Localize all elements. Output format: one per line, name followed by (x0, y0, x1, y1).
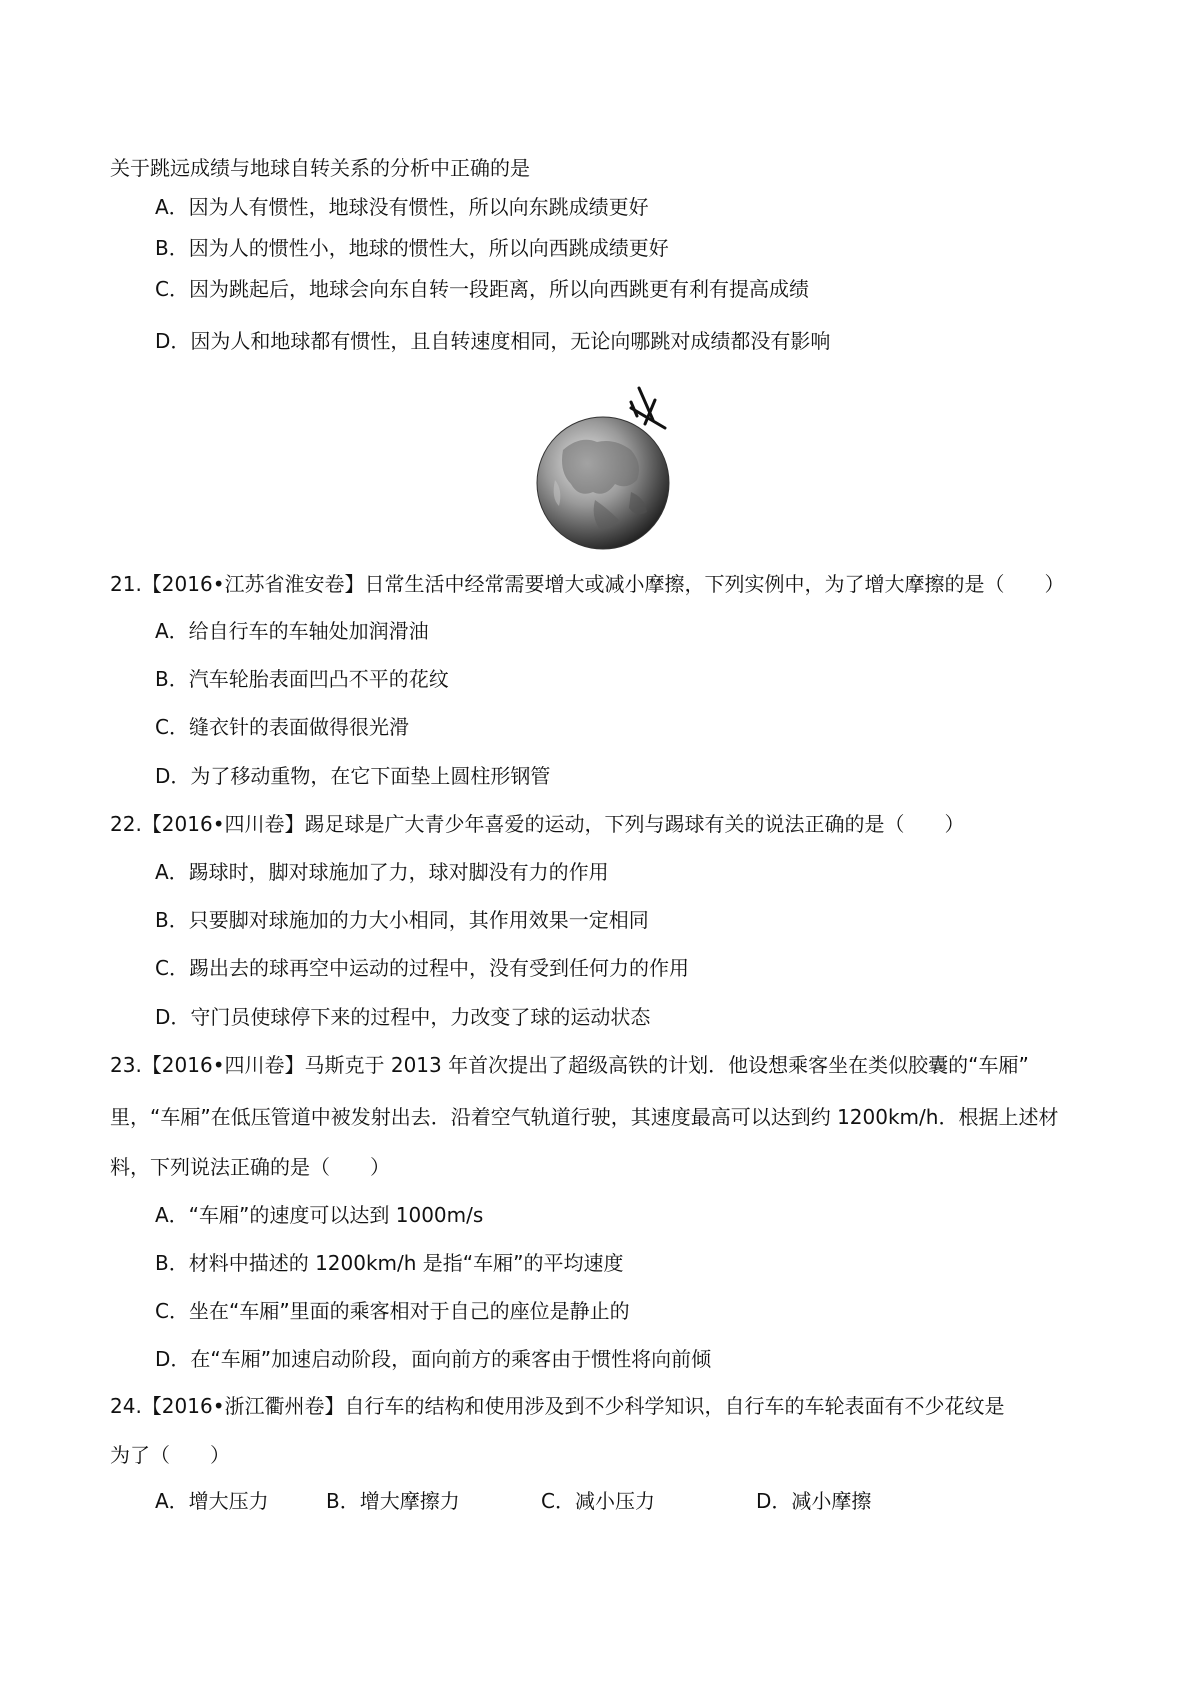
option-c: C．因为跳起后，地球会向东自转一段距离，所以向西跳更有利有提高成绩 (155, 277, 809, 301)
option-d: D．为了移动重物，在它下面垫上圆柱形钢管 (155, 764, 551, 788)
question-stem-line: 料，下列说法正确的是（ ） (110, 1155, 390, 1179)
option-d: D．守门员使球停下来的过程中，力改变了球的运动状态 (155, 1005, 651, 1029)
airplane-icon (631, 388, 665, 428)
option-a: A．“车厢”的速度可以达到 1000m/s (155, 1203, 484, 1227)
question-stem-line: 24.【2016•浙江衢州卷】自行车的结构和使用涉及到不少科学知识，自行车的车轮表面有不少花纹是 (110, 1394, 1005, 1418)
option-b: B．因为人的惯性小，地球的惯性大，所以向西跳成绩更好 (155, 236, 669, 260)
question-stem-line: 里，“车厢”在低压管道中被发射出去．沿着空气轨道行驶，其速度最高可以达到约 1200km/h．根据上述材 (110, 1105, 1059, 1129)
option-c: C．踢出去的球再空中运动的过程中，没有受到任何力的作用 (155, 956, 689, 980)
earth-globe-figure (535, 380, 685, 552)
question-stem: 22.【2016•四川卷】踢足球是广大青少年喜爱的运动，下列与踢球有关的说法正确的是（ ） (110, 812, 965, 836)
option-c: C．坐在“车厢”里面的乘客相对于自己的座位是静止的 (155, 1299, 630, 1323)
question-stem-line: 为了（ ） (110, 1443, 230, 1467)
option-a: A．因为人有惯性，地球没有惯性，所以向东跳成绩更好 (155, 195, 649, 219)
question-stem-line: 23.【2016•四川卷】马斯克于 2013 年首次提出了超级高铁的计划．他设想乘客坐在类似胶囊的“车厢” (110, 1053, 1029, 1077)
earth-globe-icon (535, 380, 685, 552)
option-b: B．汽车轮胎表面凹凸不平的花纹 (155, 667, 449, 691)
option-c: C．缝衣针的表面做得很光滑 (155, 715, 409, 739)
option-b: B．只要脚对球施加的力大小相同，其作用效果一定相同 (155, 908, 649, 932)
option-d: D．在“车厢”加速启动阶段，面向前方的乘客由于惯性将向前倾 (155, 1347, 712, 1371)
option-d: D．因为人和地球都有惯性，且自转速度相同，无论向哪跳对成绩都没有影响 (155, 329, 831, 353)
option-c: C．减小压力 (541, 1489, 655, 1513)
question-stem: 21.【2016•江苏省淮安卷】日常生活中经常需要增大或减小摩擦，下列实例中，为了增大摩擦的是（ ） (110, 572, 1065, 596)
option-b: B．增大摩擦力 (326, 1489, 460, 1513)
question-stem: 关于跳远成绩与地球自转关系的分析中正确的是 (110, 156, 530, 180)
option-a: A．给自行车的车轴处加润滑油 (155, 619, 429, 643)
option-a: A．增大压力 (155, 1489, 269, 1513)
option-b: B．材料中描述的 1200km/h 是指“车厢”的平均速度 (155, 1251, 624, 1275)
option-a: A．踢球时，脚对球施加了力，球对脚没有力的作用 (155, 860, 609, 884)
option-d: D．减小摩擦 (756, 1489, 872, 1513)
